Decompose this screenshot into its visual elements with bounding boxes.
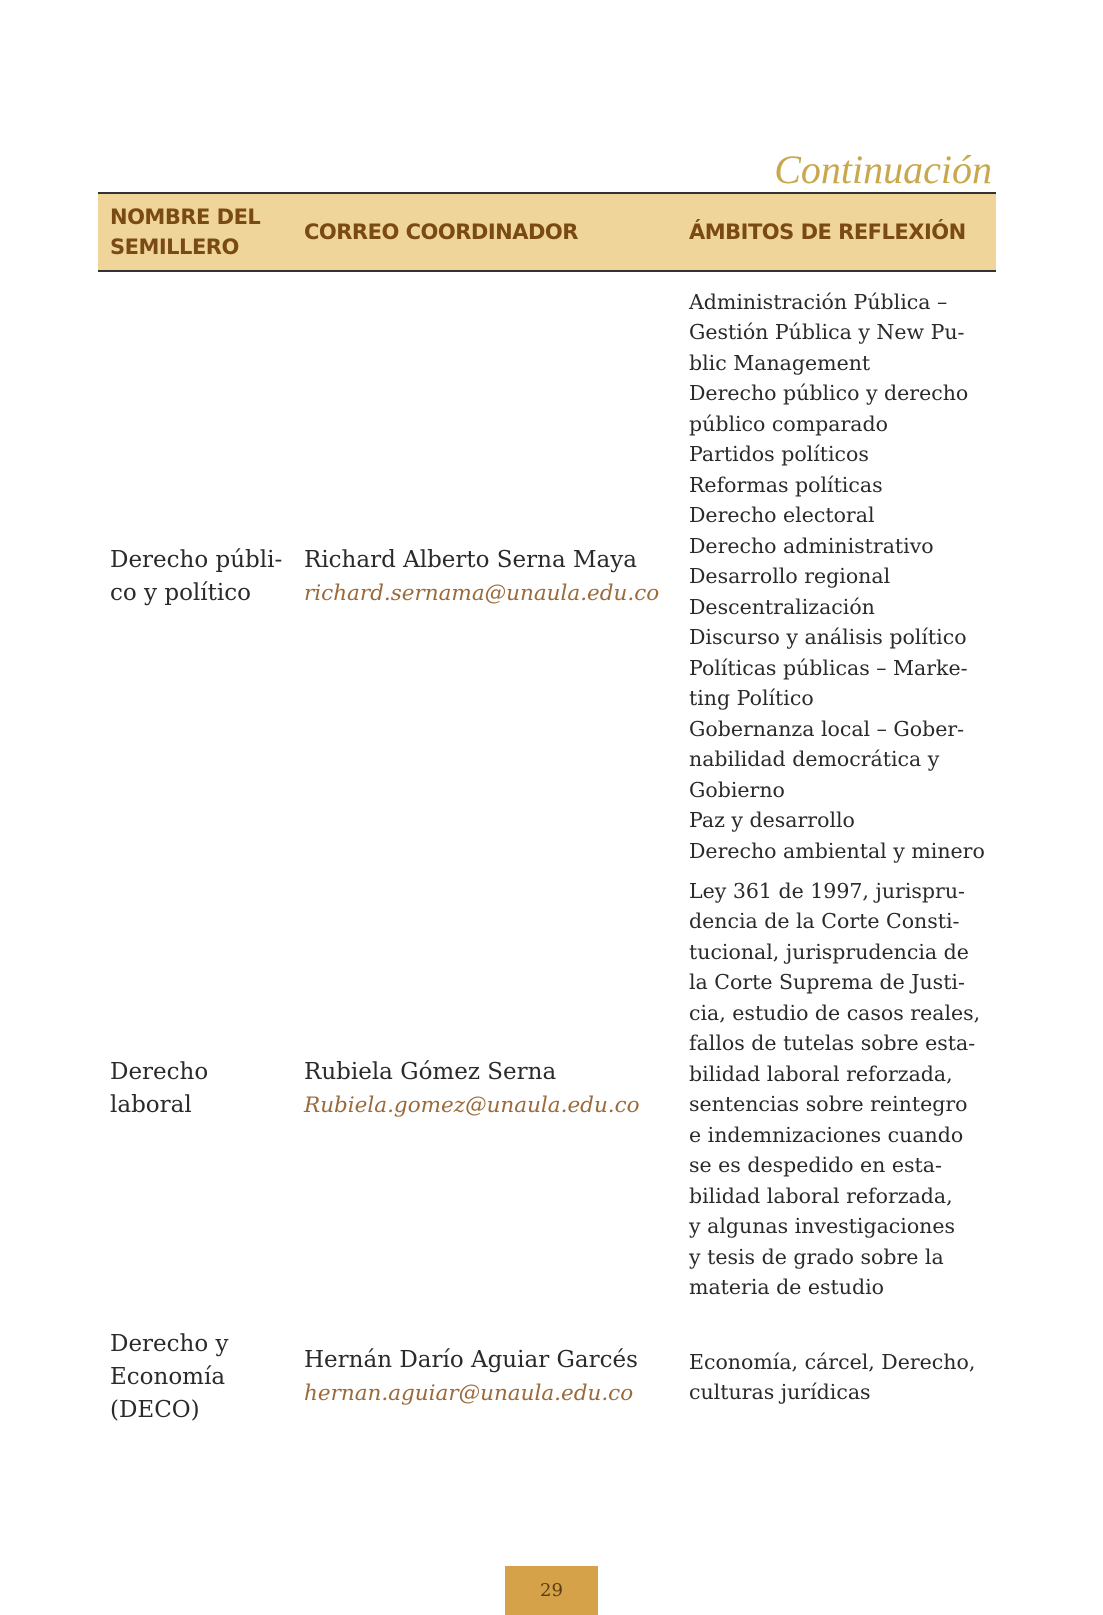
table-header	[98, 192, 996, 272]
topic-line: Ley 361 de 1997, jurispru-	[689, 878, 965, 903]
topic-line: culturas jurídicas	[689, 1380, 871, 1404]
coordinator-name: Hernán Darío Aguiar Garcés	[304, 1347, 638, 1373]
name-line: Economía	[110, 1363, 226, 1390]
topic-line: blic Management	[689, 350, 871, 375]
topic-line: cia, estudio de casos reales,	[689, 1000, 981, 1025]
topic-line: Paz y desarrollo	[689, 808, 855, 833]
topic-line: bilidad laboral reforzada,	[689, 1183, 953, 1208]
topic-line: fallos de tutelas sobre esta-	[689, 1031, 976, 1055]
semillero-name	[98, 1056, 296, 1122]
header-nombre-semillero	[98, 202, 296, 262]
coordinator-email-link[interactable]: richard.sernama@unaula.edu.co	[304, 580, 660, 606]
topic-line: Discurso y análisis político	[689, 625, 967, 650]
name-line: (DECO)	[110, 1396, 200, 1423]
coordinator-email-link[interactable]: Rubiela.gomez@unaula.edu.co	[304, 1093, 640, 1118]
topic-line: Gobierno	[689, 777, 785, 802]
topic-line: Descentralización	[689, 594, 875, 619]
topic-line: público comparado	[689, 411, 888, 436]
semilleros-table	[98, 192, 996, 1429]
coordinator-name: Rubiela Gómez Serna	[304, 1059, 557, 1085]
topic-line: Derecho administrativo	[689, 533, 934, 558]
topic-line: se es despedido en esta-	[689, 1153, 942, 1177]
coordinator-name: Richard Alberto Serna Maya	[304, 546, 637, 573]
topic-line: bilidad laboral reforzada,	[689, 1061, 953, 1086]
topic-line: ting Político	[689, 686, 814, 711]
topic-line: Administración Pública –	[689, 289, 948, 314]
topic-line: tucional, jurisprudencia de	[689, 939, 969, 964]
topic-line: Reformas políticas	[689, 472, 883, 497]
header-correo-coordinador: CORREO COORDINADOR	[304, 220, 578, 244]
topic-line: Derecho ambiental y minero	[689, 838, 985, 863]
topic-line: Gobernanza local – Gober-	[689, 716, 965, 741]
page-number: 29	[505, 1566, 598, 1615]
topics-cell	[689, 287, 996, 867]
topic-line: Desarrollo regional	[689, 564, 891, 589]
topics-cell	[689, 876, 996, 1303]
topic-line: dencia de la Corte Consti-	[689, 909, 960, 933]
topic-line: Derecho electoral	[689, 503, 875, 528]
topic-line: Gestión Pública y New Pu-	[689, 320, 965, 345]
semillero-name	[98, 544, 296, 610]
name-line: laboral	[110, 1092, 192, 1118]
topic-line: Derecho público y derecho	[689, 381, 969, 406]
coordinator-email-link[interactable]: hernan.aguiar@unaula.edu.co	[304, 1381, 634, 1406]
topic-line: la Corte Suprema de Justi-	[689, 970, 965, 994]
table-row	[98, 877, 996, 1301]
name-line: Derecho	[110, 1059, 209, 1085]
topic-line: Economía, cárcel, Derecho,	[689, 1349, 976, 1374]
topic-line: nabilidad democrática y	[689, 747, 940, 772]
coordinator-cell	[296, 544, 689, 610]
topic-line: materia de estudio	[689, 1275, 885, 1299]
topic-line: e indemnizaciones cuando	[689, 1122, 964, 1147]
topic-line: sentencias sobre reintegro	[689, 1092, 968, 1116]
topic-line: y tesis de grado sobre la	[689, 1244, 944, 1269]
topic-line: Partidos políticos	[689, 442, 869, 467]
semillero-name	[98, 1328, 296, 1427]
header-nombre-line2: SEMILLERO	[110, 235, 239, 259]
table-row	[98, 290, 996, 863]
name-line: Derecho públi-	[110, 546, 283, 573]
coordinator-cell	[296, 1344, 689, 1410]
topic-line: y algunas investigaciones	[689, 1214, 956, 1238]
topic-line: Políticas públicas – Marke-	[689, 655, 968, 680]
continuation-label: Continuación	[774, 147, 992, 192]
table-row	[98, 1325, 996, 1429]
topics-cell	[689, 1347, 996, 1408]
header-nombre-line1: NOMBRE DEL	[110, 205, 261, 229]
coordinator-cell	[296, 1056, 689, 1122]
name-line: Derecho y	[110, 1330, 229, 1357]
name-line: co y político	[110, 579, 251, 606]
header-ambitos-reflexion: ÁMBITOS DE REFLEXIÓN	[689, 220, 966, 244]
